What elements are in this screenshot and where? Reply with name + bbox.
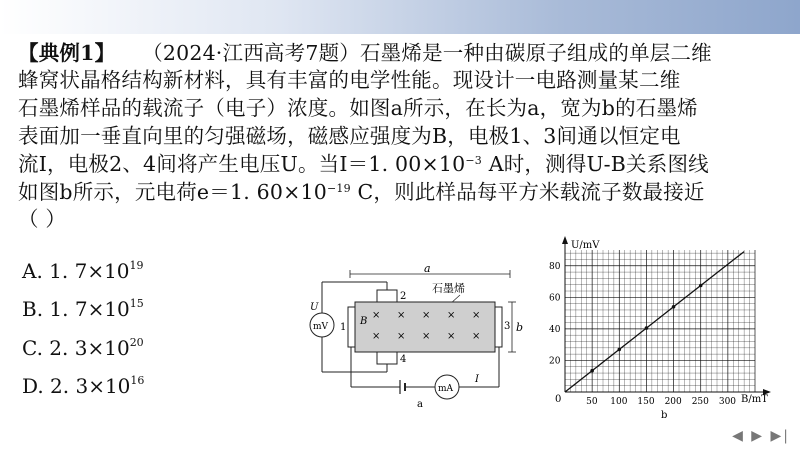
option-a-exponent: 19: [129, 259, 144, 272]
figure-a-circuit: [300, 262, 540, 412]
y-tick-label: 80: [549, 261, 561, 272]
question-line-2: 蜂窝状晶格结构新材料，具有丰富的电学性能。现设计一电路测量某二维: [18, 68, 681, 92]
chart-ticks: [549, 262, 736, 407]
x-tick-label: 300: [718, 397, 737, 407]
figure-a-caption: a: [417, 399, 423, 410]
figure-b-chart: [545, 236, 785, 421]
field-cross: ×: [397, 331, 406, 342]
dim-b-label: b: [516, 321, 524, 334]
example-tag: 【典例1】: [18, 41, 116, 65]
exponent: −3: [465, 154, 483, 167]
option-c-exponent: 20: [129, 336, 144, 349]
field-cross: ×: [472, 331, 481, 342]
exponent: −19: [326, 182, 351, 195]
option-d-exponent: 16: [130, 374, 145, 387]
electrode-4-label: 4: [400, 354, 407, 365]
option-a[interactable]: [22, 258, 144, 288]
electrode-3: [495, 307, 502, 347]
option-d[interactable]: [22, 373, 144, 403]
voltmeter-label: mV: [313, 322, 329, 332]
origin-label: 0: [555, 394, 562, 405]
question-line-6: [18, 179, 705, 205]
x-tick-label: 150: [637, 397, 655, 407]
question-line-5: [18, 151, 709, 177]
option-b[interactable]: [22, 296, 144, 326]
ammeter-label: mA: [438, 384, 454, 394]
option-d-text: D. 2. 3×10: [22, 374, 131, 398]
question-text-5b: A时，测得U-B关系图线: [482, 152, 709, 176]
slide-nav[interactable]: ◀ ▶ ▶|: [732, 428, 790, 444]
field-cross: ×: [472, 310, 481, 321]
field-cross: ×: [422, 331, 431, 342]
x-tick-label: 250: [691, 397, 709, 407]
y-axis-label: U/mV: [571, 240, 600, 251]
y-axis-arrow: [562, 236, 568, 244]
electrode-4: [377, 352, 397, 364]
y-tick-label: 60: [549, 293, 561, 304]
data-point: [617, 348, 621, 352]
field-cross: ×: [447, 331, 456, 342]
field-cross: ×: [372, 331, 381, 342]
x-axis-label: B/mT: [741, 394, 768, 405]
question-text-1: （2024·江西高考7题）石墨烯是一种由碳原子组成的单层二维: [142, 41, 712, 65]
question-line-1: [18, 40, 712, 66]
dim-a-label: a: [424, 262, 431, 275]
question-text-6: 如图b所示，元电荷e＝1. 60×10: [18, 180, 327, 204]
field-cross: ×: [372, 310, 381, 321]
option-b-text: B. 1. 7×10: [22, 297, 130, 321]
question-text-5: 流I，电极2、4间将产生电压U。当I＝1. 00×10: [18, 152, 466, 176]
data-point: [699, 284, 703, 288]
question-line-3: 石墨烯样品的载流子（电子）浓度。如图a所示，在长为a，宽为b的石墨烯: [18, 96, 698, 120]
field-cross: ×: [422, 310, 431, 321]
x-tick-label: 200: [664, 397, 682, 407]
electrode-1: [348, 307, 355, 347]
y-tick-label: 20: [549, 356, 561, 367]
electrode-2: [377, 290, 397, 302]
field-cross: ×: [447, 310, 456, 321]
data-point: [672, 305, 676, 309]
data-point: [590, 369, 594, 373]
b-field-label: B: [360, 316, 368, 327]
question-text-6b: C，则此样品每平方米载流子数最接近: [350, 180, 705, 204]
electrode-3-label: 3: [504, 321, 511, 332]
option-b-exponent: 15: [129, 297, 144, 310]
title-bar: [0, 0, 800, 34]
electrode-2-label: 2: [400, 291, 407, 302]
option-c[interactable]: [22, 335, 144, 365]
option-c-text: C. 2. 3×10: [22, 336, 130, 360]
option-a-text: A. 1. 7×10: [22, 259, 130, 283]
i-label: I: [475, 374, 479, 385]
electrode-1-label: 1: [340, 322, 347, 333]
x-tick-label: 50: [586, 397, 598, 407]
material-label: 石墨烯: [432, 282, 465, 295]
answer-blank: （ ）: [18, 207, 67, 231]
figure-b-caption: b: [661, 410, 668, 421]
x-tick-label: 100: [610, 397, 628, 407]
data-point: [645, 326, 649, 330]
field-cross: ×: [397, 310, 406, 321]
u-label: U: [310, 302, 319, 313]
y-tick-label: 40: [549, 324, 561, 335]
question-line-4: 表面加一垂直向里的匀强磁场，磁感应强度为B，电极1、3间通以恒定电: [18, 124, 681, 148]
